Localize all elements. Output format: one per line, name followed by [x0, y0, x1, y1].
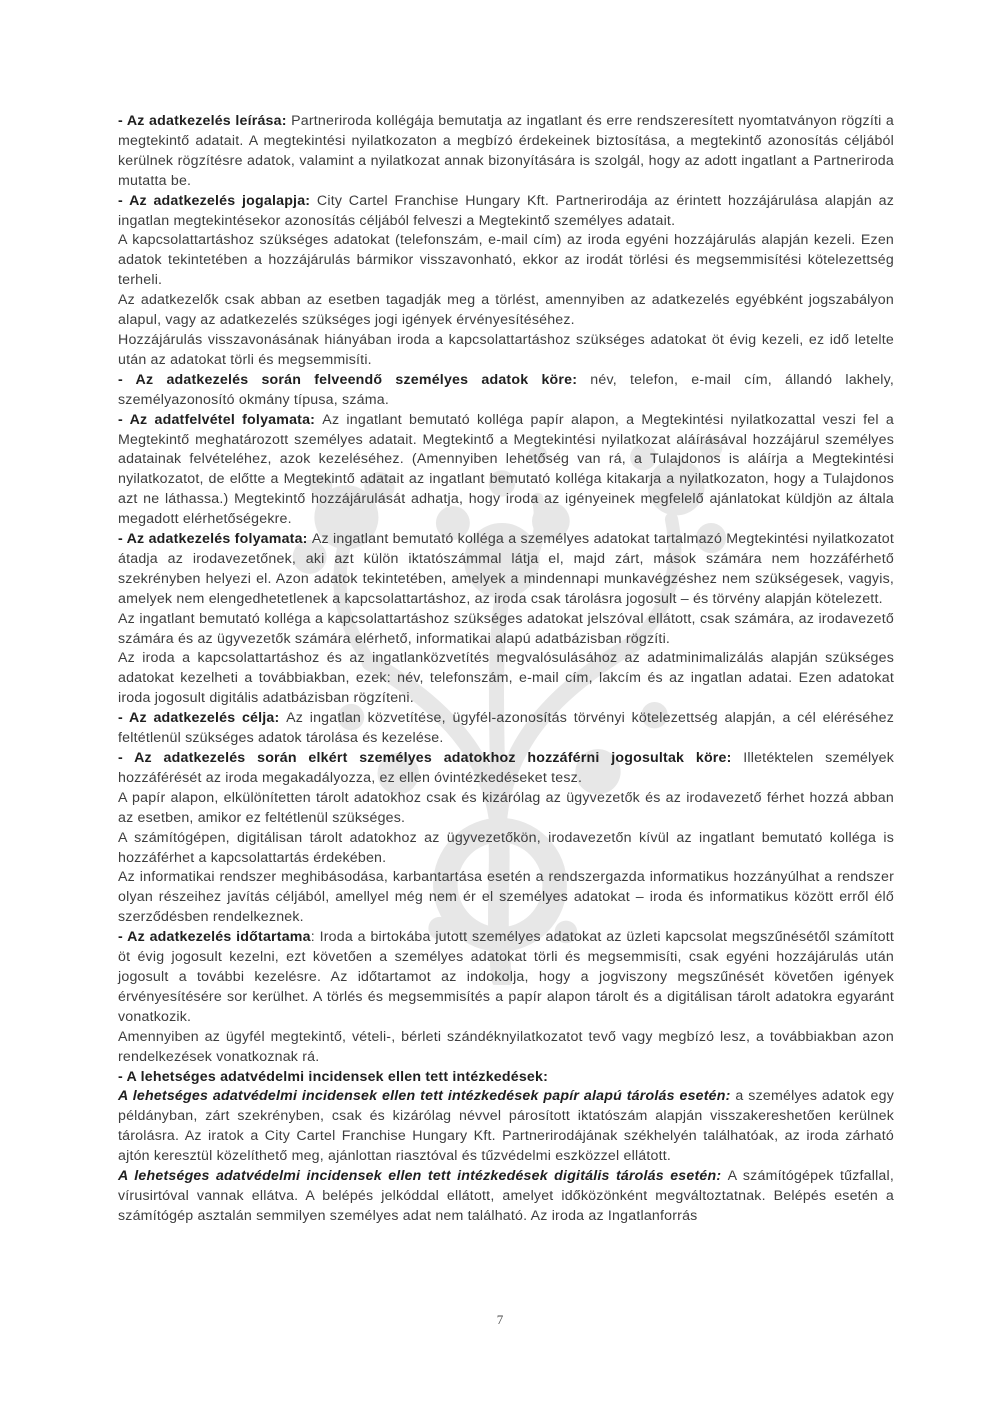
text-segment-bold: - Az adatkezelés jogalapja: — [118, 192, 317, 209]
text-segment-bold: - A lehetséges adatvédelmi incidensek ellen tett intézkedések: — [118, 1068, 549, 1085]
paragraph — [118, 192, 894, 232]
text-segment-normal: A számítógépen, digitálisan tárolt adatokhoz az ügyvezetőkön, irodavezetőn kívül az ingatlant bemutató kolléga is hozzáférhet a kapcsolattartás érdekében. — [118, 829, 894, 866]
paragraph — [118, 112, 894, 192]
paragraph — [118, 829, 894, 869]
text-segment-normal: Az ingatlant bemutató kolléga a személyes adatokat tartalmazó Megtekintési nyilatkozatot átadja az irodavezetőnek, aki azt külön iktatószámmal látja el, majd zárt, mások számára nem hozzáférhető szekrényben helyezi el. Azon adatok tekintetében, amelyek a mindennapi munkavégzéshez nem szükségesek, vagyis, amelyek nem elengedhetetlenek a kapcsolattartáshoz, az iroda csak tárolásra jogosult – és törvény alapján kötelezett. — [118, 531, 894, 607]
text-segment-normal: City Cartel Franchise Hungary Kft. Partnerirodája az érintett hozzájárulása alapján az ingatlan megtekintésekor azonosítás céljából felveszi a Megtekintő személyes adatait. — [118, 192, 894, 229]
text-segment-bold: - Az adatkezelés során felveendő személyes adatok köre: — [118, 371, 591, 388]
paragraph — [118, 709, 894, 749]
text-segment-normal: A papír alapon, elkülönítetten tárolt adatokhoz csak és kizárólag az ügyvezetők és az irodavezető férhet hozzá abban az esetben, amikor ez feltétlenül szükséges. — [118, 789, 894, 826]
paragraph — [118, 411, 894, 530]
paragraph — [118, 789, 894, 829]
paragraph — [118, 1028, 894, 1068]
text-segment-normal: név, telefon, e-mail cím, állandó lakhely, személyazonosító okmány típusa, száma. — [118, 371, 894, 408]
text-segment-normal: Az ingatlant bemutató kolléga papír alapon, a Megtekintési nyilatkozattal veszi fel a Megtekintő meghatározott személyes adatait. Megtekintő a Megtekintési nyilatkozat aláírásával hozzájárul személyes adatainak felvételéhez, azok kezeléséhez. (Amennyiben lehetőség van rá, a Tulajdonos is aláírja a Megtekintési nyilatkozatot, de előtte a Megtekintő adatait az ingatlant bemutató kolléga kitakarja a nyilatkozaton, hogy a Tulajdonos azt ne láthassa.) Megtekintő hozzájárulását adhatja, hogy iroda az igényeinek megfelelő ajánlatokat küldjön az általa megadott elérhetőségekre. — [118, 411, 894, 528]
text-segment-bolditalic: A lehetséges adatvédelmi incidensek ellen tett intézkedések papír alapú tárolás esetén: — [118, 1088, 736, 1105]
text-segment-normal: Az iroda a kapcsolattartáshoz és az ingatlanközvetítés megvalósulásához az adatminimalizálás alapján szükséges adatokat kezelheti a továbbiakban, ezek: név, telefonszám, e-mail cím, lakcím és az ingatlan adatai. Ezen adatokat iroda jogosult digitális adatbázisban rögzíteni. — [118, 650, 894, 707]
text-segment-normal: A kapcsolattartáshoz szükséges adatokat (telefonszám, e-mail cím) az iroda egyéni hozzájárulás alapján kezeli. Ezen adatok tekintetében a hozzájárulás bármikor visszavonható, ekkor az irodát törlési és megsemmisítési kötelezettség terheli. — [118, 232, 894, 289]
text-segment-normal: A számítógépek tűzfallal, vírusirtóval vannak ellátva. A belépés jelkóddal ellátott, amelyet időközönként megváltoztatnak. Belépés esetén a számítógép asztalán semmilyen személyes adat nem található. Az iroda az Ingatlanforrás — [118, 1168, 895, 1224]
paragraph — [118, 530, 894, 610]
text-segment-normal: Az ingatlant bemutató kolléga a kapcsolattartáshoz szükséges adatokat jelszóval ellátott, csak számára, az irodavezető számára és az ügyvezetők számára elérhető, informatikai alapú adatbázisban rögzíti. — [118, 610, 894, 647]
text-segment-bolditalic: A lehetséges adatvédelmi incidensek ellen tett intézkedések digitális tárolás esetén: — [118, 1168, 728, 1185]
text-segment-normal: Amennyiben az ügyfél megtekintő, vételi-, bérleti szándéknyilatkozatot tevő vagy megbízó lesz, a továbbiakban azon rendelkezések vonatkoznak rá. — [118, 1028, 894, 1065]
text-segment-normal: Illetéktelen személyek hozzáférését az iroda megakadályozza, ez ellen óvintézkedéseket tesz. — [118, 750, 894, 786]
text-segment-bold: - Az adatkezelés folyamata: — [118, 531, 312, 548]
page-number: 7 — [496, 1312, 504, 1327]
paragraph — [118, 610, 894, 650]
text-segment-bold: - Az adatfelvétel folyamata: — [118, 411, 323, 428]
paragraph — [118, 231, 894, 291]
text-segment-normal: Az informatikai rendszer meghibásodása, karbantartása esetén a rendszergazda informatikus hozzányúlhat a rendszer olyan részeihez javítás céljából, amellyel még nem ér el személyes adatokat – iroda és informatikus között erről élő szerződésben rendelkeznek. — [118, 869, 894, 926]
text-segment-bold: - Az adatkezelés időtartama — [118, 929, 311, 946]
text-segment-normal: : Iroda a birtokába jutott személyes adatokat az üzleti kapcsolat megszűnésétől számított öt évig jogosult kezelni, ezt követően a személyes adatokat törli és megsemmisíti, csak egyéni hozzájárulás után jogosult a további kezelésre. Az időtartamot az indokolja, hogy a jogviszony megszűnését követően igények érvényesítésére sor kerülhet. A törlés és megsemmisítés a papír alapon tárolt és a digitálisan tárolt adatokra egyaránt vonatkozik. — [118, 929, 895, 1025]
text-segment-bold: - Az adatkezelés leírása: — [118, 113, 292, 129]
paragraph — [118, 749, 894, 789]
text-segment-normal: Partneriroda kollégája bemutatja az ingatlant és erre rendszeresített nyomtatványon rögzíti a megtekintő adatait. A megtekintési nyilatkozaton a megbízó érdekeinek biztosítása, a megtekintő azonosítás céljából kerülnek rögzítésre adatok, valamint a nyilatkozat annak bizonyítására is szolgál, hogy az adott ingatlant a Partneriroda mutatta be. — [118, 113, 894, 189]
paragraph — [118, 1167, 894, 1227]
paragraph — [118, 1068, 894, 1088]
text-segment-normal: Az adatkezelők csak abban az esetben tagadják meg a törlést, amennyiben az adatkezelés egyébként jogszabályon alapul, vagy az adatkezelés szükséges jogi igények érvényesítéséhez. — [118, 292, 894, 329]
text-segment-normal: Hozzájárulás visszavonásának hiányában iroda a kapcsolattartáshoz szükséges adatokat öt évig kezeli, ez idő letelte után az adatokat törli és megsemmisíti. — [118, 331, 894, 368]
paragraph — [118, 1087, 894, 1167]
paragraph — [118, 291, 894, 331]
document-body — [118, 112, 894, 1227]
paragraph — [118, 928, 894, 1028]
paragraph — [118, 649, 894, 709]
text-segment-normal: Az ingatlan közvetítése, ügyfél-azonosítás törvényi kötelezettség alapján, a cél eléréséhez feltétlenül szükséges adatok tárolása és kezelése. — [118, 710, 894, 747]
paragraph — [118, 331, 894, 371]
text-segment-normal: a személyes adatok egy példányban, zárt szekrényben, csak és kizárólag névvel párosított iktatószám alapján visszakereshetően kerülnek tárolásra. Az iratok a City Cartel Franchise Hungary Kft. Partnerirodájának székhelyén találhatóak, az iroda zárható ajtón keresztül közelíthető meg, ajánlottan riasztóval és tűzvédelmi eszközzel ellátott. — [118, 1088, 895, 1165]
paragraph — [118, 371, 894, 411]
text-segment-bold: - Az adatkezelés célja: — [118, 710, 287, 727]
paragraph — [118, 868, 894, 928]
text-segment-bold: - Az adatkezelés során elkért személyes adatokhoz hozzáférni jogosultak köre: — [118, 750, 744, 766]
